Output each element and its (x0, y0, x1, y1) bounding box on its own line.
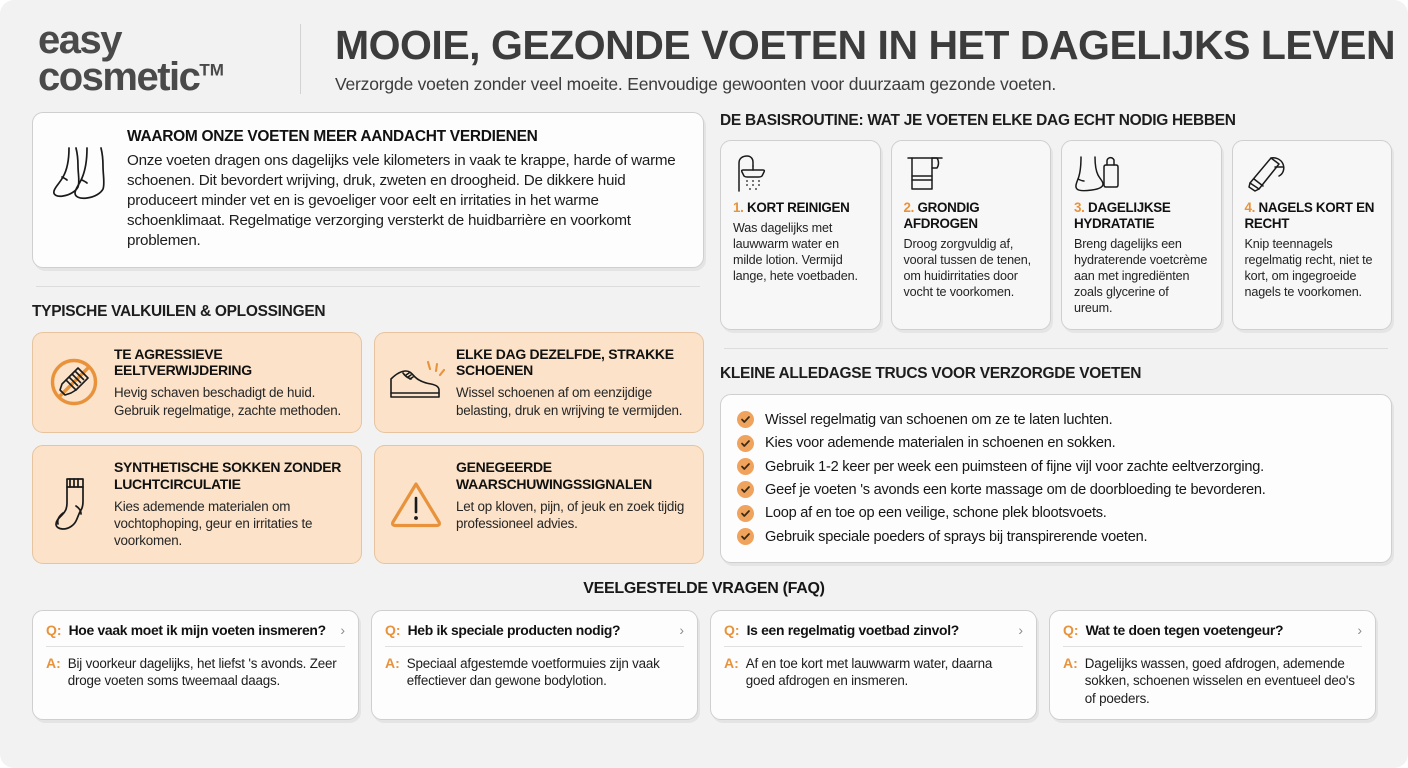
check-icon (737, 505, 754, 522)
intro-card (32, 112, 704, 268)
pitfall-body: Wissel schoenen af om eenzijdige belasting, druk en wrijving te vermijden. (456, 385, 683, 418)
faq-section (0, 580, 1408, 720)
page-title: MOOIE, GEZONDE VOETEN IN HET DAGELIJKS LEVEN (335, 21, 1396, 68)
faq-q-label: Q: (724, 621, 740, 638)
routine-step-number: 2. (903, 200, 915, 215)
chevron-right-icon[interactable]: › (340, 621, 345, 638)
faq-answer: Bij voorkeur dagelijks, het liefst 's avonds. Zeer droge voeten soms tweemaal daags. (67, 655, 337, 689)
pitfall-card[interactable] (32, 332, 362, 433)
faq-answer: Speciaal afgestemde voetformuies zijn vaak effectiever dan gewone bodylotion. (406, 655, 660, 689)
trademark-mark: TM (199, 60, 224, 80)
tip-text: Gebruik speciale poeders of sprays bij transpirerende voeten. (765, 528, 1148, 545)
faq-answer-row (1063, 647, 1362, 707)
faq-question-row[interactable] (46, 622, 345, 647)
faq-answer-row (46, 647, 345, 690)
routine-step-title: 1. KORT REINIGEN (733, 200, 850, 215)
routine-step[interactable] (1061, 140, 1222, 330)
page-subtitle: Verzorgde voeten zonder veel moeite. Eenvoudige gewoonten voor duurzaam gezonde voeten. (335, 74, 1057, 95)
routine-step-body: Breng dagelijks een hydraterende voetcrème aan met ingrediënten zoals glycerine of ureum. (1074, 236, 1208, 316)
pitfall-card[interactable] (32, 445, 362, 564)
intro-title: WAAROM ONZE VOETEN MEER AANDACHT VERDIENEN (127, 128, 538, 145)
tip-text: Loop af en toe op een veilige, schone plek blootsvoets. (765, 505, 1107, 522)
tip-text: Wissel regelmatig van schoenen om ze te laten luchten. (765, 411, 1113, 428)
check-icon (737, 435, 754, 452)
chevron-right-icon[interactable]: › (679, 621, 684, 638)
routine-step-body: Was dagelijks met lauwwarm water en milde lotion. Vermijd lange, hete voetbaden. (733, 220, 858, 284)
pitfall-title: SYNTHETISCHE SOKKEN ZONDER LUCHTCIRCULATIE (114, 458, 342, 492)
logo-line-1: easy (38, 18, 121, 63)
pitfall-body: Hevig schaven beschadigt de huid. Gebruik regelmatige, zachte methoden. (114, 385, 342, 418)
pitfall-title: TE AGRESSIEVE EELTVERWIJDERING (114, 345, 252, 379)
towel-icon (904, 153, 1040, 195)
no-rasp-icon (45, 346, 103, 419)
faq-question-row[interactable] (724, 622, 1023, 647)
pitfalls-grid (32, 332, 704, 564)
routine-step-body: Knip teennagels regelmatig recht, niet te kort, om ingegroeide nagels te voorkomen. (1244, 236, 1373, 299)
faq-answer-row (724, 647, 1023, 690)
nail-clipper-icon (1245, 153, 1381, 195)
faq-question: Heb ik speciale producten nodig? (407, 621, 621, 638)
tips-card (720, 394, 1392, 563)
tip-text: Kies voor ademende materialen in schoenen en sokken. (765, 435, 1116, 452)
routine-step-number: 1. (733, 200, 744, 215)
check-icon (737, 411, 754, 428)
intro-body: Onze voeten dragen ons dagelijks vele kilometers in vaak te krappe, harde of warme schoenen. Dit bevordert wrijving, druk, zweten en droogheid. De dikkere huid produceert minder vet en is gevoeliger voor eelt en irritaties in het warme schoenklimaat. Regelmatige verzorging versterkt de huidbarrière en voorkomt problemen. (127, 152, 676, 249)
faq-a-label: A: (46, 654, 61, 671)
logo-line-2: cosmetic™ (38, 55, 224, 99)
brand-logo (38, 18, 288, 99)
chevron-right-icon[interactable]: › (1018, 621, 1023, 638)
tip-item (737, 432, 1375, 455)
pitfall-card[interactable] (374, 332, 704, 433)
tip-item (737, 408, 1375, 431)
tip-text: Geef je voeten 's avonds een korte massage om de doorbloeding te bevorderen. (765, 481, 1266, 498)
shoe-icon (387, 346, 445, 419)
right-column (720, 112, 1392, 564)
faq-title: VEELGESTELDE VRAGEN (FAQ) (583, 579, 825, 597)
left-divider (36, 286, 700, 287)
routine-title: DE BASISROUTINE: WAT JE VOETEN ELKE DAG ECHT NODIG HEBBEN (720, 112, 1236, 129)
faq-card[interactable] (32, 610, 359, 720)
pitfall-body: Let op kloven, pijn, of jeuk en zoek tijdig professioneel advies. (456, 498, 685, 531)
left-column (32, 112, 704, 564)
faq-q-label: Q: (385, 621, 401, 638)
check-icon (737, 481, 754, 498)
faq-answer: Dagelijks wassen, goed afdrogen, ademende sokken, schoenen wisselen en eventueel deo's of poeders. (1084, 655, 1355, 706)
faq-grid (32, 610, 1376, 720)
faq-question-row[interactable] (385, 622, 684, 647)
pitfall-title: GENEGEERDE WAARSCHUWINGSSIGNALEN (456, 458, 652, 492)
faq-question: Wat te doen tegen voetengeur? (1085, 621, 1284, 638)
chevron-right-icon[interactable]: › (1357, 621, 1362, 638)
sock-icon (45, 459, 103, 550)
pitfall-title: ELKE DAG DEZELFDE, STRAKKE SCHOENEN (456, 345, 674, 379)
tip-text: Gebruik 1-2 keer per week een puimsteen of fijne vijl voor zachte eeltverzorging. (765, 458, 1264, 475)
check-icon (737, 458, 754, 475)
tip-item (737, 502, 1375, 525)
faq-question-row[interactable] (1063, 622, 1362, 647)
faq-answer-row (385, 647, 684, 690)
tips-title: KLEINE ALLEDAGSE TRUCS VOOR VERZORGDE VOETEN (720, 365, 1142, 383)
intro-text-block (127, 128, 685, 251)
pitfalls-title: TYPISCHE VALKUILEN & OPLOSSINGEN (32, 302, 326, 320)
faq-a-label: A: (724, 654, 739, 671)
routine-step-title: 2. GRONDIG AFDROGEN (903, 200, 980, 231)
foot-cream-icon (1074, 153, 1210, 195)
pitfall-body: Kies ademende materialen om vochtophoping, geur en irritaties te voorkomen. (114, 498, 313, 549)
right-divider (724, 348, 1388, 349)
pitfall-text (456, 346, 689, 419)
pitfall-text (114, 346, 347, 419)
pitfall-text (114, 459, 347, 550)
faq-card[interactable] (371, 610, 698, 720)
routine-step-title: 3. DAGELIJKSE HYDRATATIE (1074, 200, 1171, 231)
pitfall-card[interactable] (374, 445, 704, 564)
faq-answer: Af en toe kort met lauwwarm water, daarna goed afdrogen en insmeren. (745, 655, 993, 689)
tip-item (737, 455, 1375, 478)
faq-q-label: Q: (1063, 621, 1079, 638)
faq-card[interactable] (1049, 610, 1376, 720)
faq-question: Is een regelmatig voetbad zinvol? (746, 621, 959, 638)
routine-grid (720, 140, 1392, 330)
routine-step[interactable] (1232, 140, 1393, 330)
routine-step-title: 4. NAGELS KORT EN RECHT (1244, 200, 1375, 231)
faq-card[interactable] (710, 610, 1037, 720)
faq-a-label: A: (1063, 654, 1078, 671)
warning-triangle-icon (387, 459, 445, 550)
page-header (0, 0, 1408, 112)
faq-q-label: Q: (46, 621, 62, 638)
routine-step-body: Droog zorgvuldig af, vooral tussen de tenen, om huidirritaties door vocht te voorkomen. (903, 236, 1031, 299)
shower-icon (733, 153, 869, 195)
routine-step-number: 4. (1244, 200, 1256, 215)
tip-item (737, 478, 1375, 501)
feet-outline-icon (49, 128, 113, 206)
tip-item (737, 525, 1375, 548)
faq-question: Hoe vaak moet ik mijn voeten insmeren? (68, 621, 326, 638)
check-icon (737, 528, 754, 545)
faq-a-label: A: (385, 654, 400, 671)
routine-step[interactable] (720, 140, 881, 330)
content-columns (0, 112, 1408, 564)
header-divider (300, 24, 301, 94)
header-text-block (335, 23, 1408, 95)
routine-step[interactable] (891, 140, 1052, 330)
routine-step-number: 3. (1074, 200, 1085, 215)
pitfall-text (456, 459, 689, 550)
